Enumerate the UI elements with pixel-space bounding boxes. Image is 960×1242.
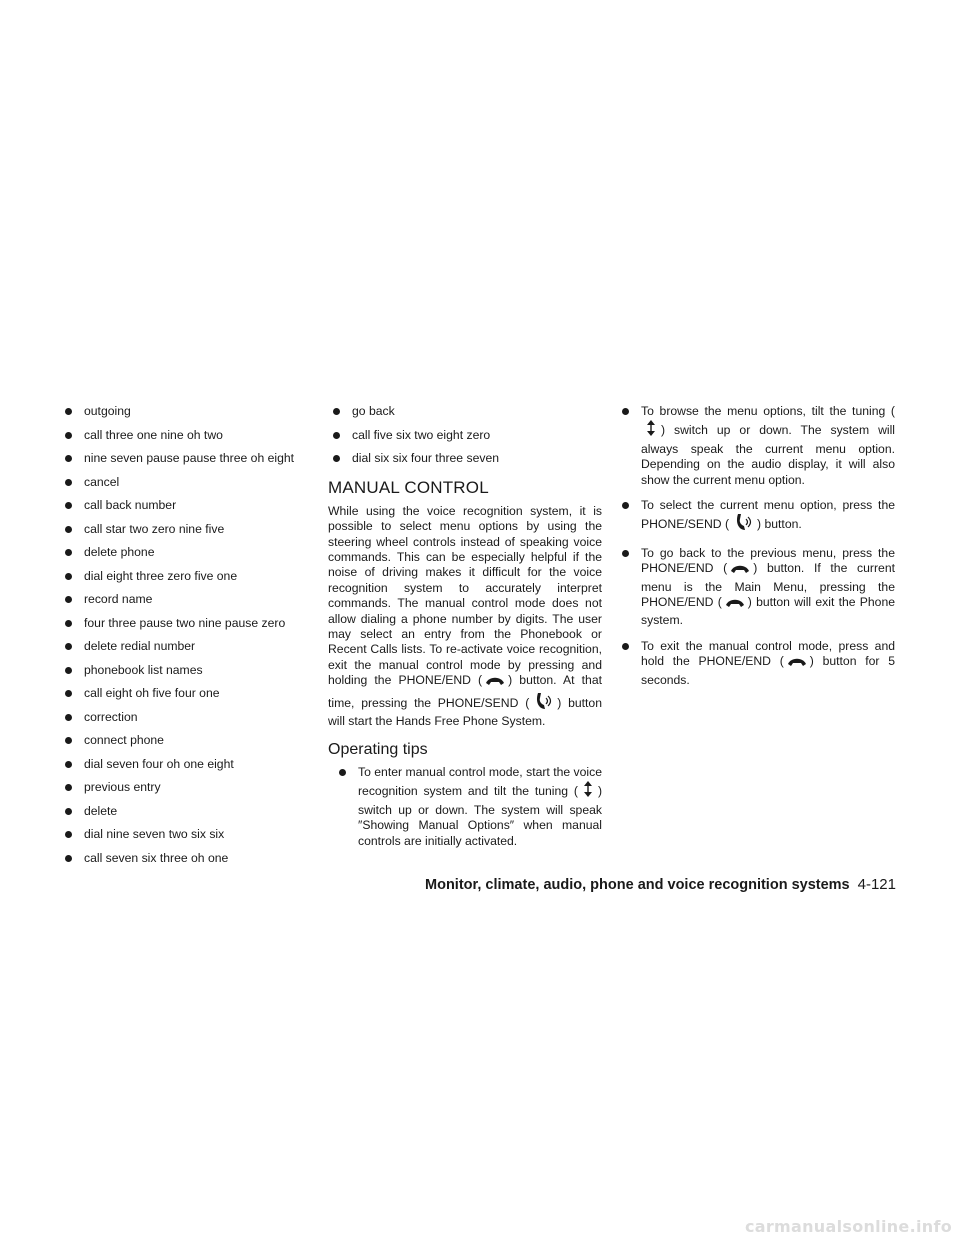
list-item: previous entry	[64, 780, 326, 795]
list-item: correction	[64, 710, 326, 725]
list-item: dial eight three zero five one	[64, 569, 326, 584]
command-list-left	[64, 404, 326, 866]
list-item: To select the current menu option, press the PHONE/SEND ( ) button.	[621, 498, 895, 536]
list-item: call star two zero nine five	[64, 522, 326, 537]
operating-tips-heading: Operating tips	[328, 740, 428, 758]
phone-end-icon	[485, 676, 505, 691]
tuning-switch-icon	[644, 419, 658, 441]
phone-end-icon	[787, 657, 807, 672]
list-item: call three one nine oh two	[64, 428, 326, 443]
list-item: To go back to the previous menu, press the PHONE/END ( ) button. If the current menu is the Main Menu, pressing the PHONE/END ( ) button will exit the Phone system.	[621, 546, 895, 629]
list-item: cancel	[64, 475, 326, 490]
list-item: record name	[64, 592, 326, 607]
list-item: connect phone	[64, 733, 326, 748]
list-item: go back	[332, 404, 602, 419]
list-item: call eight oh five four one	[64, 686, 326, 701]
phone-send-icon	[532, 692, 554, 714]
operating-tips-list	[328, 765, 602, 849]
list-item: four three pause two nine pause zero	[64, 616, 326, 631]
list-item: delete	[64, 804, 326, 819]
list-item: call seven six three oh one	[64, 851, 326, 866]
phone-send-icon	[732, 513, 754, 535]
page-footer	[0, 876, 960, 893]
list-item: To exit the manual control mode, press and hold the PHONE/END ( ) button for 5 seconds.	[621, 639, 895, 688]
tuning-switch-icon	[581, 780, 595, 802]
command-list-middle	[328, 404, 602, 466]
watermark: carmanualsonline.info	[744, 1217, 952, 1236]
list-item: call five six two eight zero	[332, 428, 602, 443]
list-item: dial seven four oh one eight	[64, 757, 326, 772]
list-item: phonebook list names	[64, 663, 326, 678]
list-item: nine seven pause pause three oh eight	[64, 451, 326, 466]
column-right	[621, 404, 895, 698]
list-item: delete phone	[64, 545, 326, 560]
column-middle	[328, 404, 602, 859]
phone-end-icon	[725, 598, 745, 613]
list-item: dial six six four three seven	[332, 451, 602, 466]
section-title: Monitor, climate, audio, phone and voice recognition systems	[425, 877, 850, 893]
column-left	[64, 404, 326, 874]
list-item: dial nine seven two six six	[64, 827, 326, 842]
manual-control-paragraph: While using the voice recognition system, it is possible to select menu options by using the steering wheel controls instead of speaking voice commands. This can be especially helpful if the noise of driving makes it difficult for the voice recognition system to accurately interpret commands. The manual control mode does not allow dialing a phone number by digits. The user may select an entry from the Phonebook or Recent Calls lists. To re-activate voice recognition, exit the manual control mode by pressing and holding the PHONE/END ( ) button. At that time, pressing the PHONE/SEND ( ) button will start the Hands Free Phone System.	[328, 503, 602, 729]
list-item: To enter manual control mode, start the voice recognition system and tilt the tuning ( ) switch up or down. The system will speak ″Showing Manual Options″ when manual controls are initially activated.	[328, 765, 602, 849]
manual-control-list	[621, 404, 895, 688]
list-item: To browse the menu options, tilt the tuning () switch up or down. The system will always speak the current menu option. Depending on the audio display, it will also show the current menu option.	[621, 404, 895, 488]
phone-end-icon	[730, 564, 750, 579]
list-item: call back number	[64, 498, 326, 513]
list-item: outgoing	[64, 404, 326, 419]
list-item: delete redial number	[64, 639, 326, 654]
page-number: 4-121	[857, 876, 896, 893]
manual-control-heading: MANUAL CONTROL	[328, 478, 489, 498]
